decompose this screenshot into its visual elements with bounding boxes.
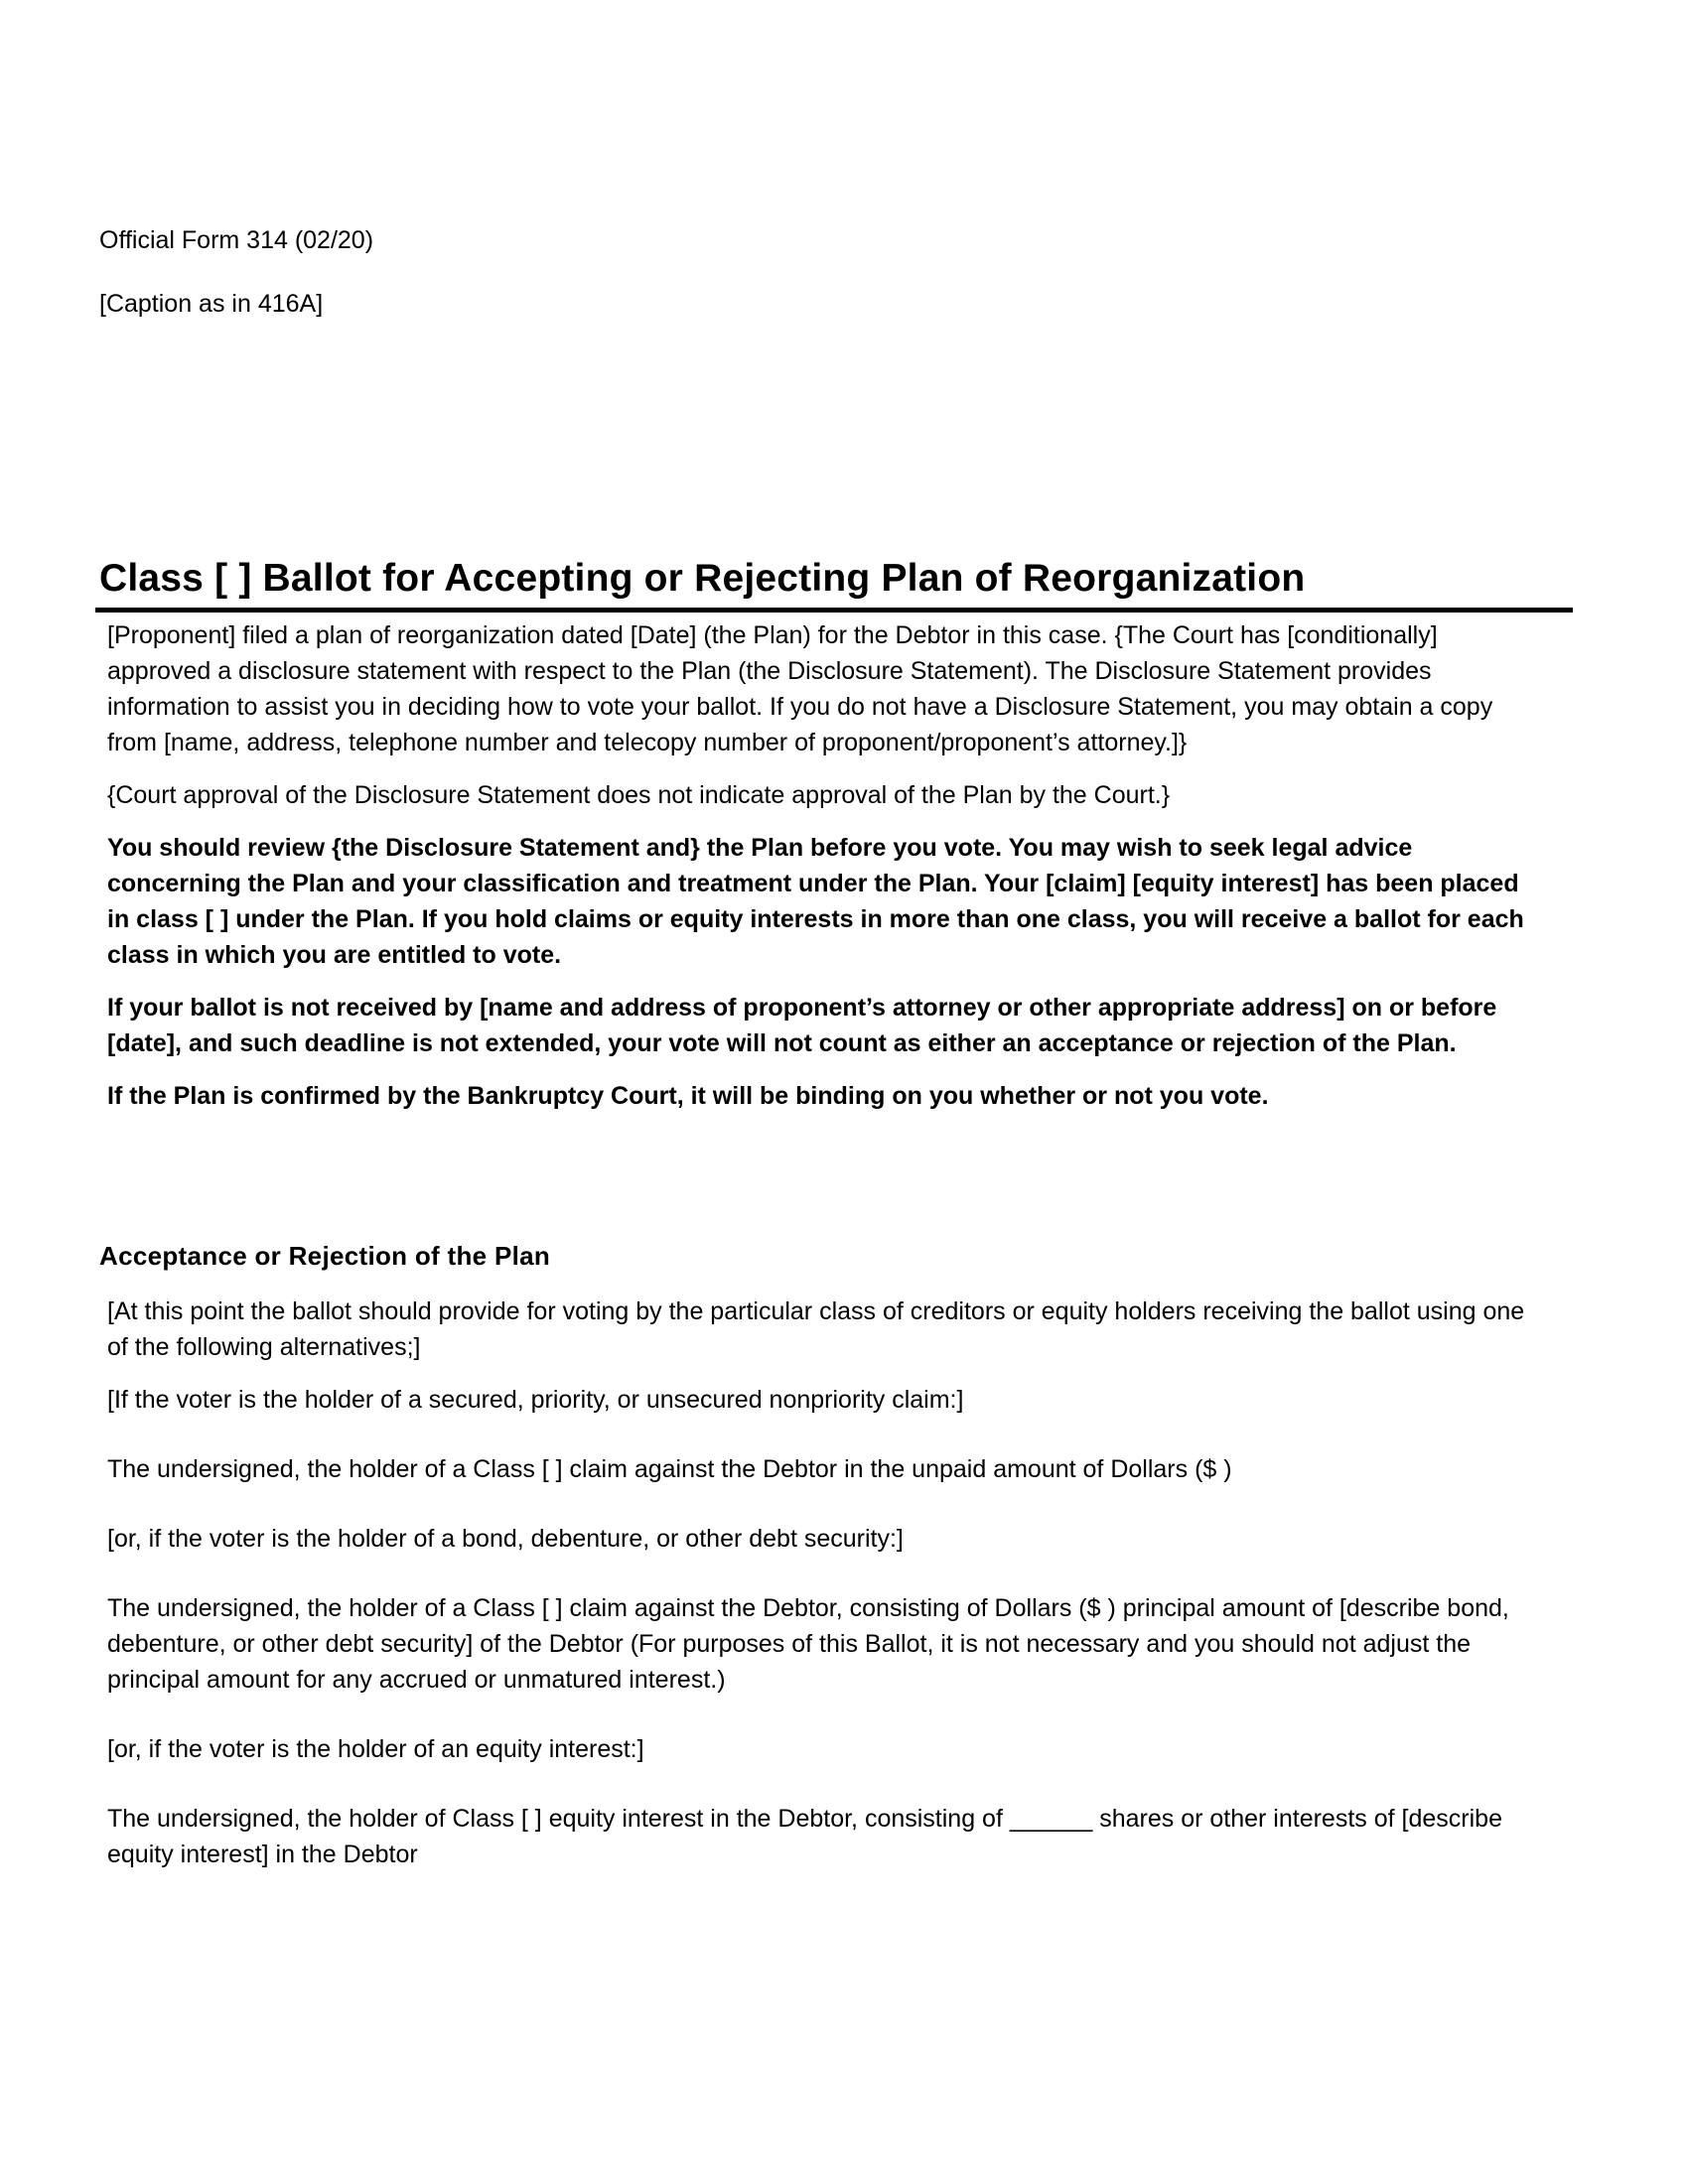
section-heading-acceptance: Acceptance or Rejection of the Plan — [99, 1241, 551, 1271]
claim-holder-statement: The undersigned, the holder of a Class [ ] claim against the Debtor in the unpaid amount of Dollars ($ ) — [107, 1455, 1232, 1483]
intro-paragraph-binding-notice: If the Plan is confirmed by the Bankruptcy Court, it will be binding on you whether or not you vote. — [107, 1082, 1269, 1110]
voting-alternatives-instruction: [At this point the ballot should provide for voting by the particular class of creditors or equity holders receiving the ballot using one of the following alternatives;] — [107, 1297, 1525, 1361]
claim-holder-instruction: [If the voter is the holder of a secured, priority, or unsecured nonpriority claim:] — [107, 1386, 964, 1414]
intro-paragraph-deadline-notice: If your ballot is not received by [name and address of proponent’s attorney or other appropriate address] on or before [date], and such deadline is not extended, your vote will not count as either an acceptance or rejection of the Plan. — [107, 994, 1497, 1057]
ballot-title: Class [ ] Ballot for Accepting or Rejecting Plan of Reorganization — [99, 557, 1306, 600]
form-number: Official Form 314 (02/20) — [99, 226, 374, 254]
caption-placeholder: [Caption as in 416A] — [99, 290, 324, 318]
intro-paragraph-plan-filed: [Proponent] filed a plan of reorganization dated [Date] (the Plan) for the Debtor in this case. {The Court has [conditionally] approved a disclosure statement with respect to the Plan (the Disclosure Statement). The Disclosure Statement provides information to assist you in deciding how to vote your ballot. If you do not have a Disclosure Statement, you may obtain a copy from [name, address, telephone number and telecopy number of proponent/proponent’s attorney.]} — [107, 621, 1493, 756]
bond-holder-instruction: [or, if the voter is the holder of a bond, debenture, or other debt security:] — [107, 1525, 904, 1553]
acceptance-section — [107, 1294, 1537, 1889]
intro-paragraph-review-notice: You should review {the Disclosure Statement and} the Plan before you vote. You may wish to seek legal advice concerning the Plan and your classification and treatment under the Plan. Your [claim] [equity interest] has been placed in class [ ] under the Plan. If you hold claims or equity interests in more than one class, you will receive a ballot for each class in which you are entitled to vote. — [107, 834, 1524, 969]
equity-holder-statement: The undersigned, the holder of Class [ ] equity interest in the Debtor, consisting of ______ shares or other interests of [describe equity interest] in the Debtor — [107, 1805, 1502, 1868]
equity-holder-instruction: [or, if the voter is the holder of an equity interest:] — [107, 1735, 644, 1763]
bond-holder-statement: The undersigned, the holder of a Class [ ] claim against the Debtor, consisting of Dollars ($ ) principal amount of [describe bond, debenture, or other debt security] of the Debtor (For purposes of this Ballot, it is not necessary and you should not adjust the principal amount for any accrued or unmatured interest.) — [107, 1594, 1509, 1694]
intro-section — [107, 617, 1537, 1131]
intro-paragraph-court-approval: {Court approval of the Disclosure Statement does not indicate approval of the Plan by the Court.} — [107, 781, 1171, 809]
title-underline — [95, 608, 1573, 613]
